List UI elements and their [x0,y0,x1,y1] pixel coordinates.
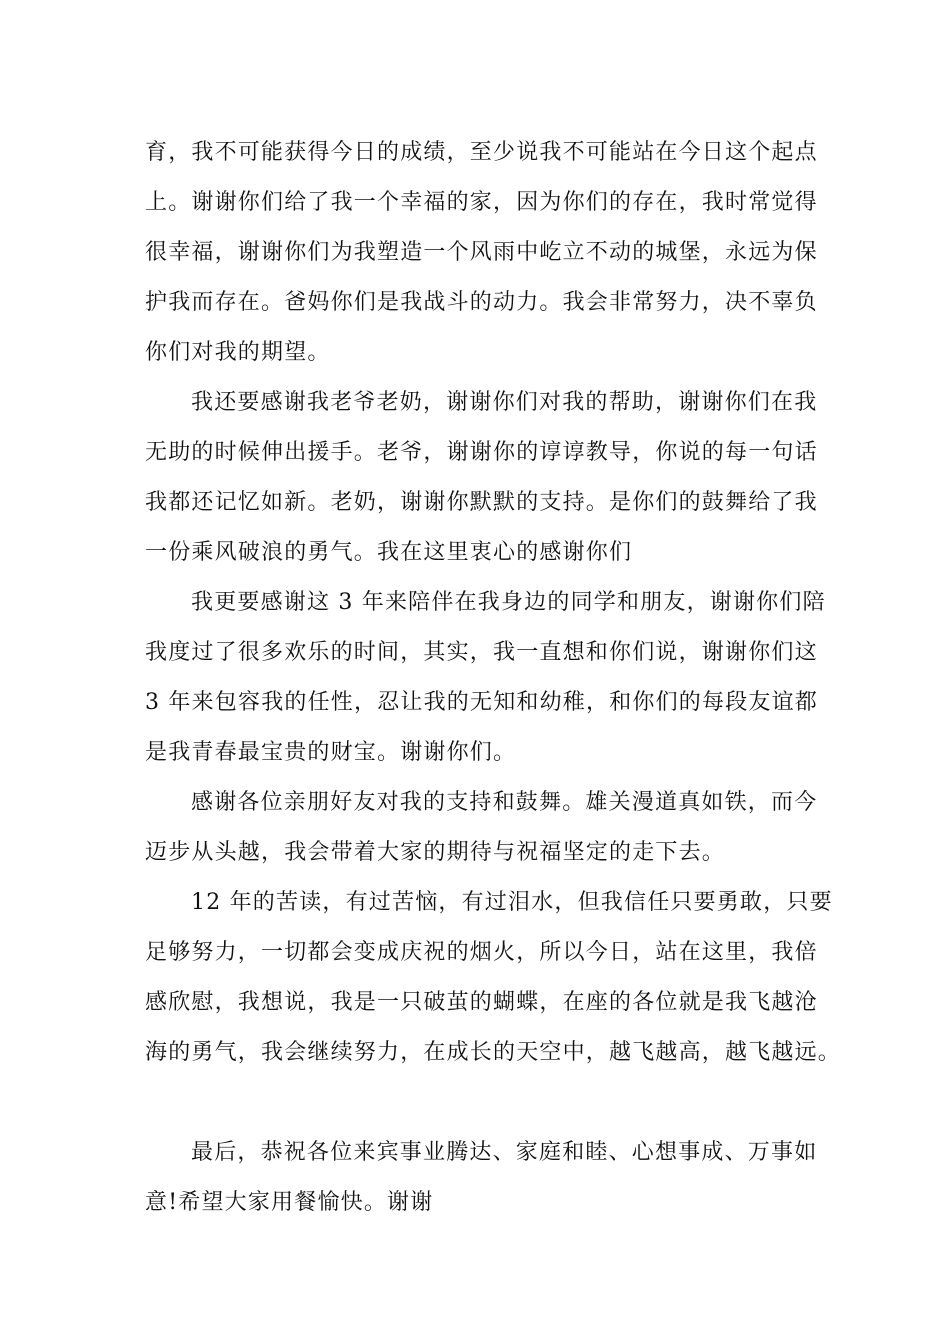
text-line: 感谢各位亲朋好友对我的支持和鼓舞。雄关漫道真如铁，而今 [191,790,818,815]
text-line: 上。谢谢你们给了我一个幸福的家，因为你们的存在，我时常觉得 [145,190,818,215]
text-line: 3 年来包容我的任性，忍让我的无知和幼稚，和你们的每段友谊都 [145,690,818,715]
text-line: 足够努力，一切都会变成庆祝的烟火，所以今日，站在这里，我倍 [145,940,818,965]
paragraph-closing [145,1128,825,1228]
text-line: 很幸福，谢谢你们为我塑造一个风雨中屹立不动的城堡，永远为保 [145,240,818,265]
paragraph-grandparents [145,378,825,578]
text-line: 12 年的苦读，有过苦恼，有过泪水，但我信任只要勇敢，只要 [191,890,833,915]
paragraph-twelve-years [145,878,842,1078]
paragraph-classmates [145,578,825,778]
text-line: 无助的时候伸出援手。老爷，谢谢你的谆谆教导，你说的每一句话 [145,440,818,465]
text-line: 我度过了很多欢乐的时间，其实，我一直想和你们说，谢谢你们这 [145,640,818,665]
text-line: 我更要感谢这 3 年来陪伴在我身边的同学和朋友，谢谢你们陪 [191,590,826,615]
text-line: 海的勇气，我会继续努力，在成长的天空中，越飞越高，越飞越远。 [145,1040,842,1065]
document-body [145,128,842,1228]
text-line: 最后，恭祝各位来宾事业腾达、家庭和睦、心想事成、万事如 [191,1140,818,1165]
text-line: 护我而存在。爸妈你们是我战斗的动力。我会非常努力，决不辜负 [145,290,818,315]
paragraph-spacer [145,1078,825,1128]
text-line: 迈步从头越，我会带着大家的期待与祝福坚定的走下去。 [145,840,726,865]
text-line: 我都还记忆如新。老奶，谢谢你默默的支持。是你们的鼓舞给了我 [145,490,818,515]
text-line: 意!希望大家用餐愉快。谢谢 [145,1190,434,1215]
text-line: 是我青春最宝贵的财宝。谢谢你们。 [145,740,517,765]
text-line: 一份乘风破浪的勇气。我在这里衷心的感谢你们 [145,540,633,565]
paragraph-parents [145,128,825,378]
text-line: 感欣慰，我想说，我是一只破茧的蝴蝶，在座的各位就是我飞越沧 [145,990,818,1015]
paragraph-friends-relatives [145,778,825,878]
text-line: 育，我不可能获得今日的成绩，至少说我不可能站在今日这个起点 [145,140,818,165]
text-line: 我还要感谢我老爷老奶，谢谢你们对我的帮助，谢谢你们在我 [191,390,818,415]
text-line: 你们对我的期望。 [145,340,331,365]
